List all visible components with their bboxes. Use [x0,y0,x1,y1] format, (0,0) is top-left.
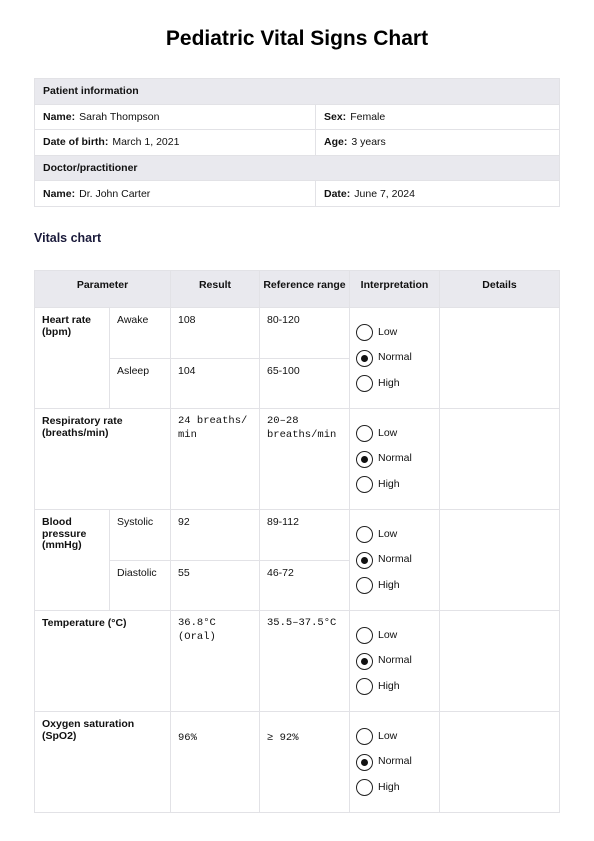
doctor-name-label: Name: [43,187,76,200]
patient-name-cell [35,104,316,130]
header-parameter: Parameter [35,271,171,308]
page-title: Pediatric Vital Signs Chart [165,27,429,50]
heart-rate-radio-label: Low [378,325,398,338]
diastolic-result: 55 [171,560,260,611]
respiratory-option-normal[interactable] [356,446,439,472]
heart-rate-option-high[interactable] [356,371,439,397]
respiratory-radio-normal[interactable] [356,451,373,468]
doctor-section-header: Doctor/practitioner [35,155,560,181]
oxygen-option-normal[interactable] [356,749,439,775]
blood-pressure-radio-label: Normal [378,553,412,566]
heart-rate-interpretation [350,308,440,409]
oxygen-radio-high[interactable] [356,779,373,796]
temperature-result: 36.8°C (Oral) [171,611,260,712]
heart-rate-radio-high[interactable] [356,375,373,392]
temperature-option-high[interactable] [356,674,439,700]
systolic-label: Systolic [110,510,171,561]
header-interpretation: Interpretation [350,271,440,308]
header-reference: Reference range [260,271,350,308]
oxygen-saturation-label: Oxygen saturation (SpO2) [35,712,171,813]
respiratory-radio-label: Low [378,426,398,439]
patient-dob-label: Date of birth: [43,136,109,149]
heart-rate-option-normal[interactable] [356,345,439,371]
blood-pressure-details[interactable] [440,510,560,611]
temperature-radio-high[interactable] [356,678,373,695]
heart-rate-asleep-result: 104 [171,358,260,409]
oxygen-saturation-details[interactable] [440,712,560,813]
respiratory-rate-details[interactable] [440,409,560,510]
header-details: Details [440,271,560,308]
respiratory-rate-label: Respiratory rate (breaths/min) [35,409,171,510]
respiratory-radio-low[interactable] [356,425,373,442]
vitals-table [34,270,560,813]
diastolic-label: Diastolic [110,560,171,611]
oxygen-radio-normal[interactable] [356,754,373,771]
heart-rate-label: Heart rate (bpm) [35,308,110,409]
blood-pressure-option-high[interactable] [356,573,439,599]
patient-dob-cell [35,130,316,156]
visit-date-label: Date: [324,187,351,200]
doctor-name-value: Dr. John Carter [79,187,151,200]
heart-rate-radio-normal[interactable] [356,350,373,367]
patient-sex-cell [316,104,560,130]
temperature-radio-low[interactable] [356,627,373,644]
oxygen-saturation-range: ≥ 92% [260,712,350,813]
patient-info-table [34,78,560,207]
oxygen-radio-label: Low [378,729,398,742]
patient-age-value: 3 years [351,136,386,149]
respiratory-option-high[interactable] [356,472,439,498]
heart-rate-asleep-label: Asleep [110,358,171,409]
blood-pressure-radio-label: High [378,578,400,591]
heart-rate-awake-result: 108 [171,308,260,359]
vitals-heading: Vitals chart [34,231,102,245]
blood-pressure-label: Blood pressure (mmHg) [35,510,110,611]
oxygen-option-low[interactable] [356,724,439,750]
patient-age-cell [316,130,560,156]
patient-name-value: Sarah Thompson [79,110,160,123]
heart-rate-radio-label: Normal [378,351,412,364]
temperature-radio-label: Low [378,628,398,641]
temperature-range: 35.5–37.5°C [260,611,350,712]
visit-date-value: June 7, 2024 [354,187,415,200]
oxygen-option-high[interactable] [356,775,439,801]
temperature-radio-label: Normal [378,654,412,667]
blood-pressure-radio-label: Low [378,527,398,540]
doctor-name-cell [35,181,316,207]
heart-rate-asleep-range: 65-100 [260,358,350,409]
temperature-radio-normal[interactable] [356,653,373,670]
temperature-radio-label: High [378,679,400,692]
patient-dob-value: March 1, 2021 [112,136,180,149]
temperature-option-normal[interactable] [356,648,439,674]
oxygen-radio-label: High [378,780,400,793]
temperature-interpretation [350,611,440,712]
header-result: Result [171,271,260,308]
heart-rate-option-low[interactable] [356,320,439,346]
heart-rate-details[interactable] [440,308,560,409]
temperature-details[interactable] [440,611,560,712]
radio-selected-dot [361,355,368,362]
heart-rate-awake-range: 80-120 [260,308,350,359]
blood-pressure-option-low[interactable] [356,522,439,548]
heart-rate-radio-low[interactable] [356,324,373,341]
respiratory-option-low[interactable] [356,421,439,447]
diastolic-range: 46-72 [260,560,350,611]
patient-section-header: Patient information [35,79,560,105]
oxygen-saturation-result: 96% [171,712,260,813]
blood-pressure-radio-high[interactable] [356,577,373,594]
respiratory-rate-interpretation [350,409,440,510]
radio-selected-dot [361,658,368,665]
blood-pressure-interpretation [350,510,440,611]
patient-name-label: Name: [43,110,76,123]
respiratory-rate-result: 24 breaths/ min [171,409,260,510]
visit-date-cell [316,181,560,207]
oxygen-saturation-interpretation [350,712,440,813]
temperature-option-low[interactable] [356,623,439,649]
systolic-range: 89-112 [260,510,350,561]
patient-age-label: Age: [324,136,348,149]
blood-pressure-radio-low[interactable] [356,526,373,543]
patient-sex-value: Female [350,110,386,123]
oxygen-radio-low[interactable] [356,728,373,745]
respiratory-rate-range: 20–28 breaths/min [260,409,350,510]
oxygen-radio-label: Normal [378,755,412,768]
respiratory-radio-label: Normal [378,452,412,465]
respiratory-radio-label: High [378,477,400,490]
patient-sex-label: Sex: [324,110,347,123]
radio-selected-dot [361,759,368,766]
radio-selected-dot [361,456,368,463]
systolic-result: 92 [171,510,260,561]
radio-selected-dot [361,557,368,564]
temperature-label: Temperature (°C) [35,611,171,712]
blood-pressure-radio-normal[interactable] [356,552,373,569]
heart-rate-awake-label: Awake [110,308,171,359]
heart-rate-radio-label: High [378,376,400,389]
blood-pressure-option-normal[interactable] [356,547,439,573]
respiratory-radio-high[interactable] [356,476,373,493]
